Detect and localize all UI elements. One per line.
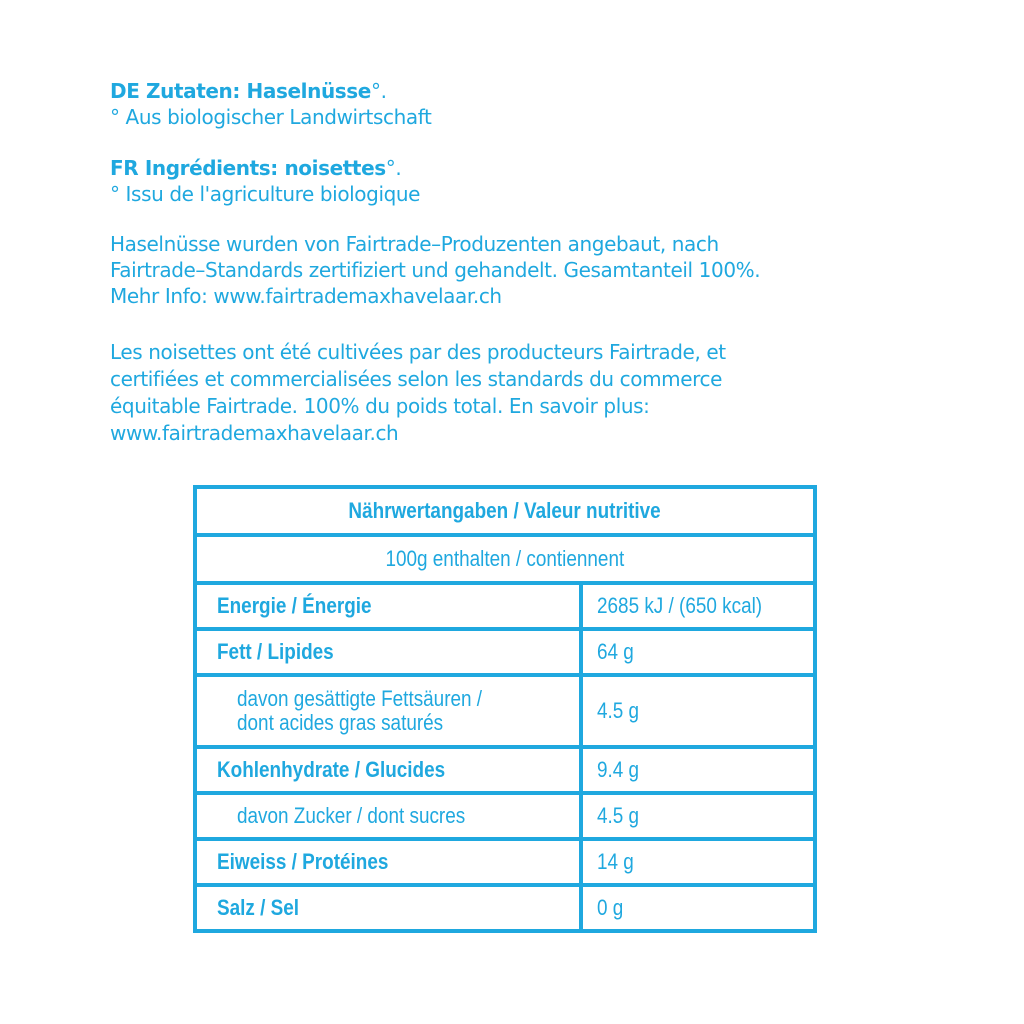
nutrition-row-saturated-fat	[197, 673, 813, 745]
nutrition-row-protein	[197, 837, 813, 883]
nutrient-label-line: davon gesättigte Fettsäuren /	[237, 686, 483, 711]
nutrition-per-row	[197, 533, 813, 581]
nutrition-row-salt	[197, 883, 813, 929]
nutrient-value: 4.5 g	[597, 698, 640, 723]
nutrition-row-carbohydrates	[197, 745, 813, 791]
nutrition-title-row	[197, 489, 813, 533]
nutrition-row-energy	[197, 581, 813, 627]
de-ingredients-title: DE Zutaten: Haselnüsse	[110, 79, 371, 103]
fr-fairtrade-line: certifiées et commercialisées selon les standards du commerce	[110, 367, 723, 391]
nutrition-per: 100g enthalten / contiennent	[385, 546, 625, 571]
de-fairtrade-line: Haselnüsse wurden von Fairtrade–Produzenten angebaut, nach	[110, 232, 719, 256]
de-fairtrade-line: Fairtrade–Standards zertifiziert und gehandelt. Gesamtanteil 100%.	[110, 258, 761, 282]
fr-fairtrade-link: www.fairtrademaxhavelaar.ch	[110, 421, 399, 445]
fr-fairtrade-line: équitable Fairtrade. 100% du poids total. En savoir plus:	[110, 394, 650, 418]
nutrient-value: 9.4 g	[597, 757, 640, 782]
de-ingredients	[110, 78, 431, 130]
nutrient-value: 4.5 g	[597, 803, 640, 828]
de-fairtrade-statement	[110, 231, 760, 309]
nutrient-value: 0 g	[597, 895, 624, 920]
nutrition-table	[193, 485, 817, 933]
nutrient-label: Eiweiss / Protéines	[217, 849, 389, 874]
nutrient-value: 2685 kJ / (650 kcal)	[597, 593, 763, 618]
nutrition-row-fat	[197, 627, 813, 673]
nutrient-value: 14 g	[597, 849, 634, 874]
nutrition-row-sugars	[197, 791, 813, 837]
fr-organic-note: ° Issu de l'agriculture biologique	[110, 182, 421, 206]
de-fairtrade-link: Mehr Info: www.fairtrademaxhavelaar.ch	[110, 284, 502, 308]
de-ingredients-suffix: °.	[370, 79, 387, 103]
fr-ingredients-suffix: °.	[385, 156, 402, 180]
nutrient-label: Salz / Sel	[217, 895, 300, 920]
nutrient-value: 64 g	[597, 639, 634, 664]
nutrient-label: davon Zucker / dont sucres	[237, 803, 466, 828]
nutrition-title: Nährwertangaben / Valeur nutritive	[348, 498, 662, 523]
fr-ingredients	[110, 155, 420, 207]
nutrient-label: Fett / Lipides	[217, 639, 334, 664]
nutrient-label: Energie / Énergie	[217, 593, 372, 618]
nutrient-label: Kohlenhydrate / Glucides	[217, 757, 446, 782]
nutrient-label-line: dont acides gras saturés	[237, 710, 444, 735]
fr-ingredients-title: FR Ingrédients: noisettes	[110, 156, 386, 180]
fr-fairtrade-line: Les noisettes ont été cultivées par des producteurs Fairtrade, et	[110, 340, 726, 364]
fr-fairtrade-statement	[110, 339, 726, 447]
de-organic-note: ° Aus biologischer Landwirtschaft	[110, 105, 432, 129]
